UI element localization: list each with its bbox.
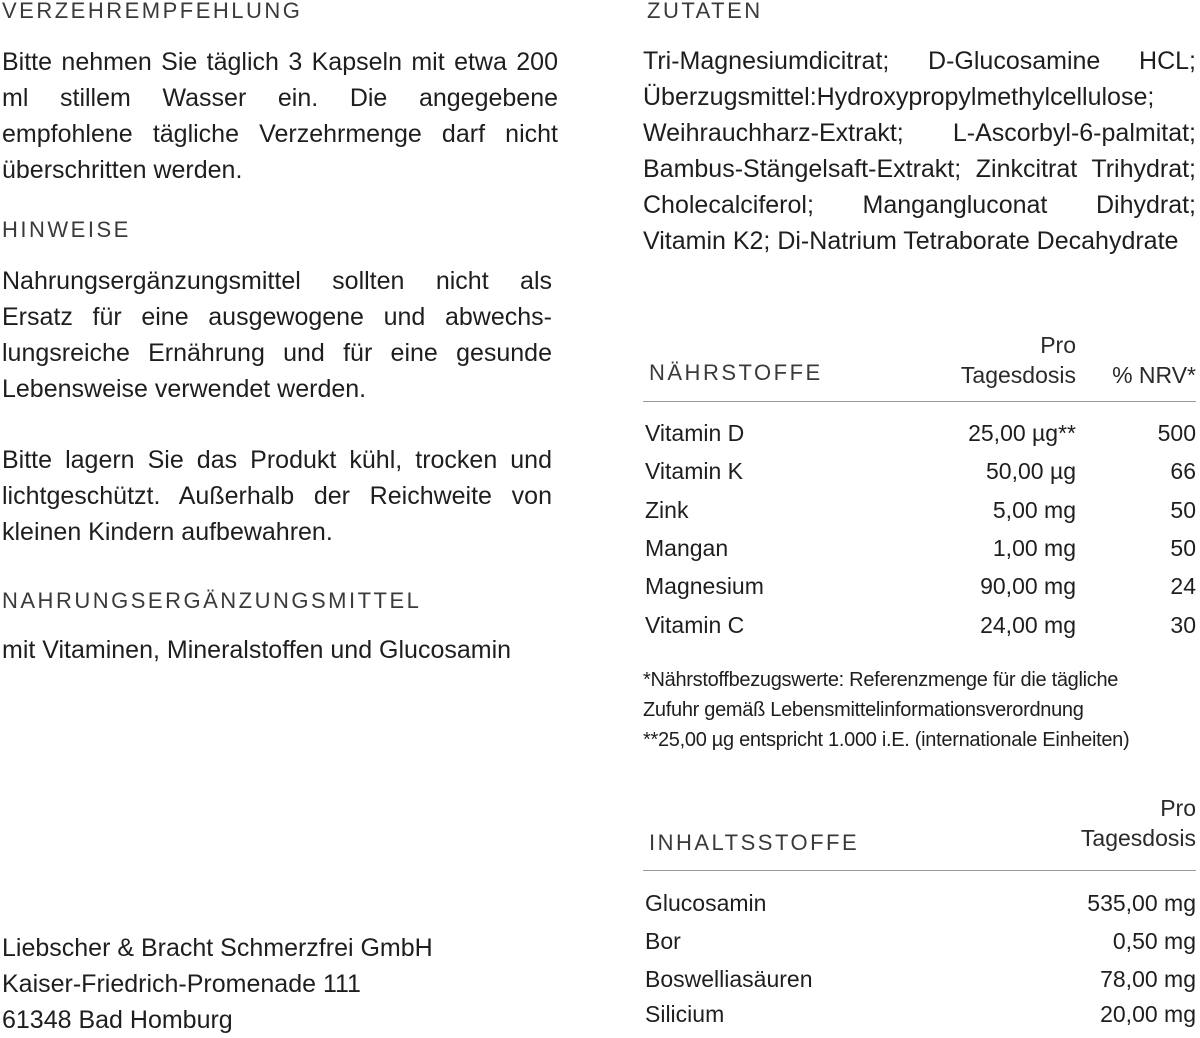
ingredient-name: Boswelliasäuren [645, 966, 813, 992]
footnote-line-3: **25,00 µg entspricht 1.000 i.E. (internationale Einheiten) [643, 729, 1130, 751]
ingredient-dose: 535,00 mg [1087, 890, 1196, 916]
ingredient-dose: 20,00 mg [1100, 1001, 1196, 1027]
nutrient-dose: 90,00 mg [980, 573, 1076, 599]
inhaltsstoffe-divider [643, 870, 1196, 871]
naehrstoffe-heading: NÄHRSTOFFE [649, 360, 823, 385]
dose-header-line2: Tagesdosis [1080, 825, 1196, 851]
nutrient-dose: 24,00 mg [980, 612, 1076, 638]
company-address [2, 930, 433, 1038]
dose-header-line2: Tagesdosis [960, 362, 1076, 388]
nutrient-dose: 50,00 µg [986, 458, 1076, 484]
footnote-line-1: *Nährstoffbezugswerte: Referenzmenge für die tägliche [643, 669, 1119, 691]
nutrient-nrv: 50 [1170, 535, 1196, 561]
nutrient-nrv: 30 [1170, 612, 1196, 638]
nutrient-nrv: 50 [1170, 497, 1196, 523]
footnote-line-2: Zufuhr gemäß Lebensmittelinformationsverordnung [643, 699, 1084, 721]
inhaltsstoffe-table-header [643, 790, 1196, 860]
nutrient-nrv: 24 [1170, 573, 1196, 599]
table-row [643, 529, 1196, 567]
verzehrempfehlung-heading: VERZEHREMPFEHLUNG [2, 0, 303, 23]
nahrungsergaenzungsmittel-text: mit Vitaminen, Mineralstoffen und Glucosamin [2, 636, 512, 664]
company-street: Kaiser-Friedrich-Promenade 111 [2, 970, 361, 998]
hinweise-text-2: Bitte lagern Sie das Produkt kühl, trocken und lichtgeschützt. Außerhalb der Reichweite von kleinen Kindern aufbewahren. [2, 446, 552, 546]
ingredient-name: Bor [645, 928, 681, 954]
zutaten-heading: ZUTATEN [647, 0, 763, 23]
ingredient-name: Glucosamin [645, 890, 767, 916]
company-city: 61348 Bad Homburg [2, 1006, 233, 1034]
nutrient-dose: 1,00 mg [992, 535, 1076, 561]
naehrstoffe-divider [643, 401, 1196, 402]
nutrient-name: Vitamin C [645, 612, 745, 638]
table-row [643, 414, 1196, 452]
nutrient-name: Vitamin K [645, 458, 744, 484]
nutrient-dose: 25,00 µg** [968, 420, 1076, 446]
table-row [643, 995, 1196, 1033]
ingredient-name: Silicium [645, 1001, 725, 1027]
table-row [643, 922, 1196, 960]
nahrungsergaenzungsmittel-heading: NAHRUNGSERGÄNZUNGSMITTEL [2, 588, 422, 613]
company-name: Liebscher & Bracht Schmerzfrei GmbH [2, 934, 433, 962]
inhaltsstoffe-dose-column-header [1081, 793, 1196, 853]
nrv-column-header: % NRV* [1112, 362, 1196, 388]
nutrient-name: Vitamin D [645, 420, 745, 446]
nutrient-dose: 5,00 mg [992, 497, 1076, 523]
dose-header-line1: Pro [1040, 332, 1076, 358]
dose-header-line1: Pro [1160, 795, 1196, 821]
verzehrempfehlung-text: Bitte nehmen Sie täglich 3 Kapseln mit etwa 200 ml stillem Wasser ein. Die angegebene empfohlene tägliche Verzehrmenge darf nicht überschritten werden. [2, 48, 558, 184]
nutrient-nrv: 500 [1157, 420, 1196, 446]
table-row [643, 567, 1196, 605]
table-row [643, 606, 1196, 644]
hinweise-heading: HINWEISE [2, 217, 131, 242]
footnotes [643, 665, 1198, 755]
zutaten-text: Tri-Magnesiumdicitrat; D-Glucosamine HCL; Überzugsmittel:Hydroxypropylmethylcellulose; Weihrauchharz-Extrakt; L-Ascorbyl-6-palmitat; Bambus-Stängelsaft-Extrakt; Zinkcitrat Trihydrat; Cholecalciferol; Mangangluconat Dihydrat; Vitamin K2; Di-Natrium Tetraborate Decahydrate [643, 47, 1196, 255]
nutrient-name: Zink [645, 497, 689, 523]
nutrient-name: Magnesium [645, 573, 764, 599]
hinweise-text-1: Nahrungsergänzungsmittel sollten nicht als Ersatz für eine ausgewogene und abwechslungsreiche Ernährung und für eine gesunde Lebensweise verwendet werden. [2, 267, 552, 403]
naehrstoffe-table-header [643, 328, 1196, 398]
ingredient-dose: 78,00 mg [1100, 966, 1196, 992]
table-row [643, 884, 1196, 922]
table-row [643, 452, 1196, 490]
inhaltsstoffe-heading: INHALTSSTOFFE [649, 830, 860, 855]
nutrient-nrv: 66 [1170, 458, 1196, 484]
naehrstoffe-dose-column-header [961, 330, 1076, 390]
ingredient-dose: 0,50 mg [1112, 928, 1196, 954]
table-row [643, 960, 1196, 998]
nutrient-name: Mangan [645, 535, 729, 561]
table-row [643, 491, 1196, 529]
